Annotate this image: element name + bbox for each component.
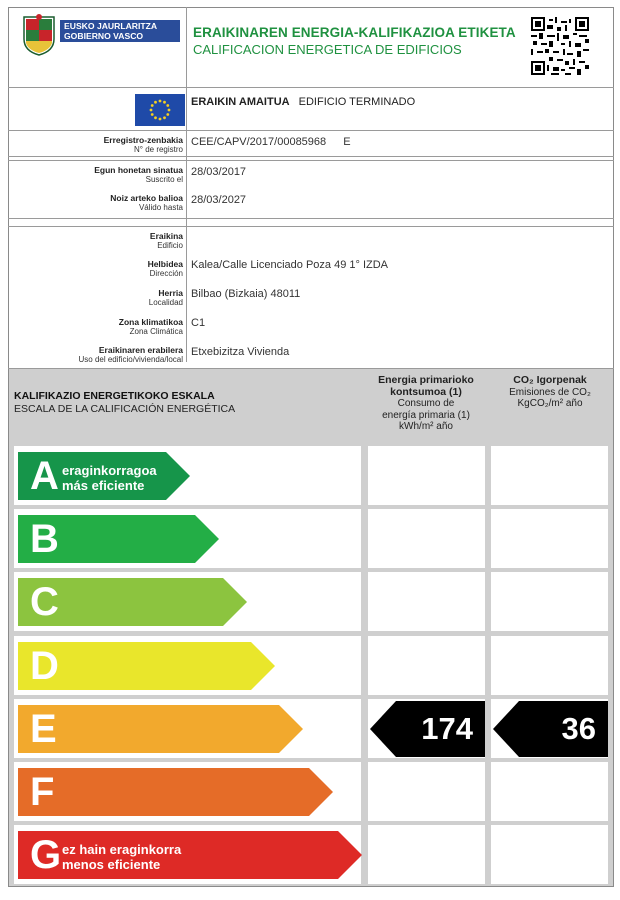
energy-cell-c bbox=[368, 572, 485, 631]
band-letter-b: B bbox=[30, 517, 59, 561]
co2-column-header: CO₂ Igorpenak Emisiones de CO₂ KgCO₂/m² año bbox=[509, 374, 591, 409]
valid-label: Noiz arteko balioa Válido hasta bbox=[110, 193, 183, 212]
town-label: Herria Localidad bbox=[148, 288, 183, 307]
co2-cell-d bbox=[491, 636, 608, 695]
co2-rating-marker bbox=[493, 701, 608, 757]
logo-line1: EUSKO JAURLARITZA bbox=[64, 21, 158, 31]
valid-date: 28/03/2027 bbox=[191, 194, 247, 206]
title-spanish: CALIFICACION ENERGETICA DE EDIFICIOS bbox=[193, 42, 462, 57]
registry-letter: E bbox=[343, 136, 351, 148]
registry-number: CEE/CAPV/2017/00085968 bbox=[191, 136, 327, 148]
status-spanish: EDIFICIO TERMINADO bbox=[298, 96, 416, 108]
band-caption-g-basque: ez hain eraginkorra bbox=[62, 842, 182, 857]
co2-rating-marker-value: 36 bbox=[561, 711, 596, 746]
address-label: Helbidea Dirección bbox=[147, 259, 183, 278]
energy-band-f bbox=[18, 768, 333, 816]
energy-cell-f bbox=[368, 762, 485, 821]
band-caption-a-basque: eraginkorragoa bbox=[62, 463, 157, 478]
energy-band-a bbox=[18, 452, 190, 500]
band-shape-f bbox=[18, 768, 333, 816]
building-title: Eraikina Edificio bbox=[149, 231, 183, 250]
band-arrow-f bbox=[18, 768, 333, 816]
energy-band-e bbox=[18, 705, 303, 753]
energy-cell-d bbox=[368, 636, 485, 695]
band-letter-a: A bbox=[30, 454, 59, 498]
basque-government-logo bbox=[22, 13, 182, 59]
energy-rating-marker-value: 174 bbox=[421, 711, 473, 746]
header-divider bbox=[186, 7, 187, 362]
band-arrow-e bbox=[18, 705, 303, 753]
band-shape-e bbox=[18, 705, 303, 753]
signed-date: 28/03/2017 bbox=[191, 166, 247, 178]
band-letter-d: D bbox=[30, 644, 59, 688]
energy-cell-a bbox=[368, 446, 485, 505]
energy-cell-b bbox=[368, 509, 485, 568]
signed-label: Egun honetan sinatua Suscrito el bbox=[94, 165, 183, 184]
energy-column-header: Energia primarioko kontsumoa (1) Consumo de energía primaria (1) kWh/m² año bbox=[378, 374, 474, 432]
energy-band-c bbox=[18, 578, 247, 626]
band-letter-c: C bbox=[30, 580, 59, 624]
zone-value: C1 bbox=[191, 317, 206, 329]
energy-rating-marker bbox=[370, 701, 485, 757]
address-value: Kalea/Calle Licenciado Poza 49 1° IZDA bbox=[191, 259, 389, 271]
band-caption-a-spanish: más eficiente bbox=[62, 478, 145, 493]
band-letter-f: F bbox=[30, 770, 55, 814]
qr-code bbox=[531, 17, 589, 75]
energy-band-d bbox=[18, 642, 275, 690]
registry-label: Erregistro-zenbakia N° de registro bbox=[103, 135, 183, 154]
logo-line2: GOBIERNO VASCO bbox=[64, 31, 144, 41]
eu-flag bbox=[135, 94, 185, 126]
band-letter-g: G bbox=[30, 833, 62, 877]
energy-band-b bbox=[18, 515, 219, 563]
scale-title: KALIFIKAZIO ENERGETIKOKO ESKALA ESCALA DE LA CALIFICACIÓN ENERGÉTICA bbox=[14, 390, 236, 415]
co2-cell-g bbox=[491, 825, 608, 884]
energy-cell-g bbox=[368, 825, 485, 884]
energy-band-g bbox=[18, 831, 362, 879]
co2-cell-f bbox=[491, 762, 608, 821]
co2-cell-a bbox=[491, 446, 608, 505]
use-value: Etxebizitza Vivienda bbox=[191, 346, 290, 358]
band-caption-g-spanish: menos eficiente bbox=[62, 857, 161, 872]
town-value: Bilbao (Bizkaia) 48011 bbox=[191, 288, 301, 300]
band-letter-e: E bbox=[30, 707, 57, 751]
status-basque: ERAIKIN AMAITUA bbox=[191, 96, 290, 108]
coat-of-arms-icon bbox=[22, 13, 56, 57]
title-basque: ERAIKINAREN ENERGIA-KALIFIKAZIOA ETIKETA bbox=[193, 25, 516, 40]
co2-cell-b bbox=[491, 509, 608, 568]
use-label: Eraikinaren erabilera Uso del edificio/vivienda/local bbox=[78, 345, 183, 364]
zone-label: Zona klimatikoa Zona Climática bbox=[118, 317, 183, 336]
co2-cell-c bbox=[491, 572, 608, 631]
